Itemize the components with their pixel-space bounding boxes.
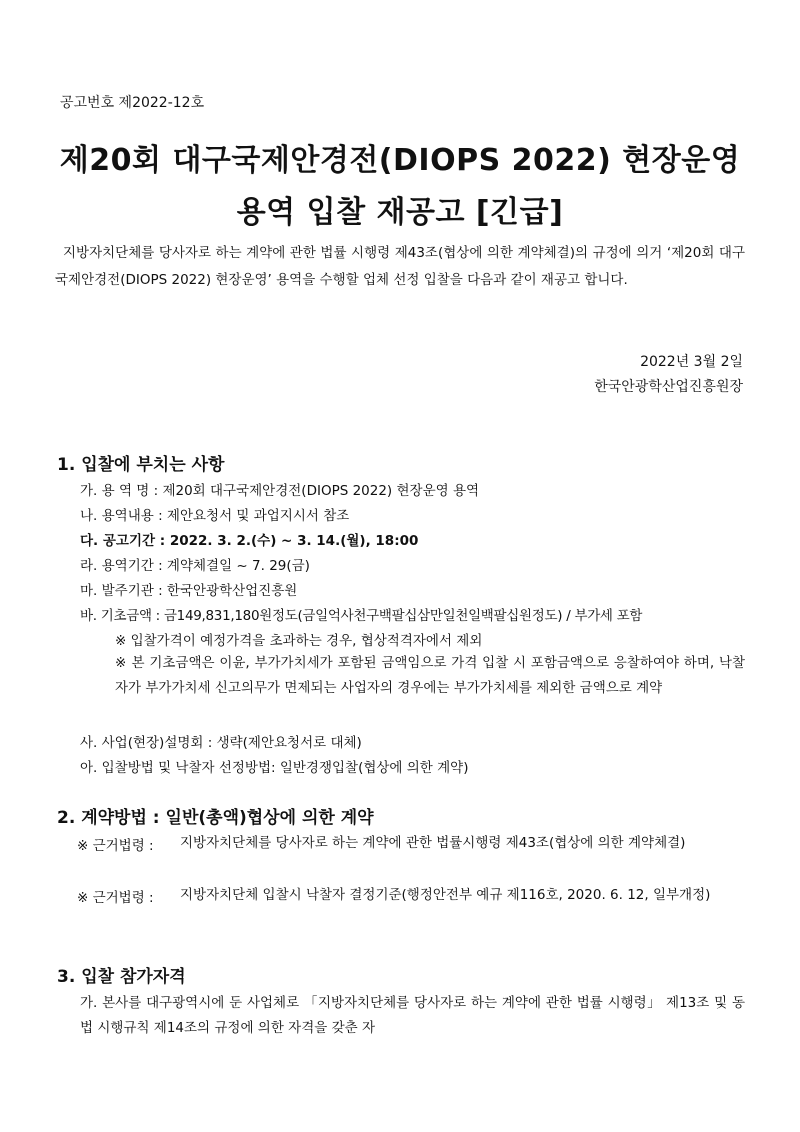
section2-basis2-text: 지방자치단체 입찰시 낙찰자 결정기준(행정안전부 예규 제116호, 2020. 6. 12, 일부개정) xyxy=(180,887,711,903)
section1-item-service-name: 가. 용 역 명 : 제20회 대구국제안경전(DIOPS 2022) 현장운영 용역 xyxy=(80,483,480,499)
section1-item-notice-period: 다. 공고기간 : 2022. 3. 2.(수) ~ 3. 14.(월), 18:00 xyxy=(80,533,419,549)
section3-title: 3. 입찰 참가자격 xyxy=(57,967,186,987)
section1-item-bid-method: 아. 입찰방법 및 낙찰자 선정방법: 일반경쟁입찰(협상에 의한 계약) xyxy=(80,760,469,776)
section2-title: 2. 계약방법 : 일반(총액)협상에 의한 계약 xyxy=(57,808,374,828)
section3-item-a: 가. 본사를 대구광역시에 둔 사업체로 「지방자치단체를 당사자로 하는 계약에 관한 법률 시행령」 제13조 및 동법 시행규칙 제14조의 규정에 의한 자격을 갖춘 자 xyxy=(80,995,745,1036)
issuer-name: 한국안광학산업진흥원장 xyxy=(594,379,743,395)
notice-number: 공고번호 제2022-12호 xyxy=(60,95,205,111)
intro-paragraph: 지방자치단체를 당사자로 하는 계약에 관한 법률 시행령 제43조(협상에 의한 계약체결)의 규정에 의거 ‘제20회 대구국제안경전(DIOPS 2022) 현장운영’ 용역을 수행할 업체 선정 입찰을 다음과 같이 재공고 합니다. xyxy=(55,245,745,288)
section1-title: 1. 입찰에 부치는 사항 xyxy=(57,455,225,475)
section2-basis1-text: 지방자치단체를 당사자로 하는 계약에 관한 법률시행령 제43조(협상에 의한 계약체결) xyxy=(180,835,686,851)
page-title-line1: 제20회 대구국제안경전(DIOPS 2022) 현장운영 xyxy=(59,143,741,178)
section1-note-price: ※ 입찰가격이 예정가격을 초과하는 경우, 협상적격자에서 제외 xyxy=(115,633,483,649)
section1-item-ordering-agency: 마. 발주기관 : 한국안광학산업진흥원 xyxy=(80,583,298,599)
announcement-date: 2022년 3월 2일 xyxy=(640,354,743,370)
section2-basis2-label: ※ 근거법령 : xyxy=(77,890,154,906)
page-title-line2: 용역 입찰 재공고 [긴급] xyxy=(236,195,564,230)
section1-item-service-content: 나. 용역내용 : 제안요청서 및 과업지시서 참조 xyxy=(80,508,350,524)
section1-note-vat: ※ 본 기초금액은 이윤, 부가가치세가 포함된 금액임으로 가격 입찰 시 포함금액으로 응찰하여야 하며, 낙찰자가 부가가치세 신고의무가 면제되는 사업자의 경우에는 부가가치세를 제외한 금액으로 계약 xyxy=(115,655,745,696)
section2-basis1-label: ※ 근거법령 : xyxy=(77,838,154,854)
section1-item-service-period: 라. 용역기간 : 계약체결일 ~ 7. 29(금) xyxy=(80,558,310,574)
section1-item-base-amount: 바. 기초금액 : 금149,831,180원정도(금일억사천구백팔십삼만일천일백팔십원정도) / 부가세 포함 xyxy=(80,608,643,624)
section1-item-briefing: 사. 사업(현장)설명회 : 생략(제안요청서로 대체) xyxy=(80,735,362,751)
